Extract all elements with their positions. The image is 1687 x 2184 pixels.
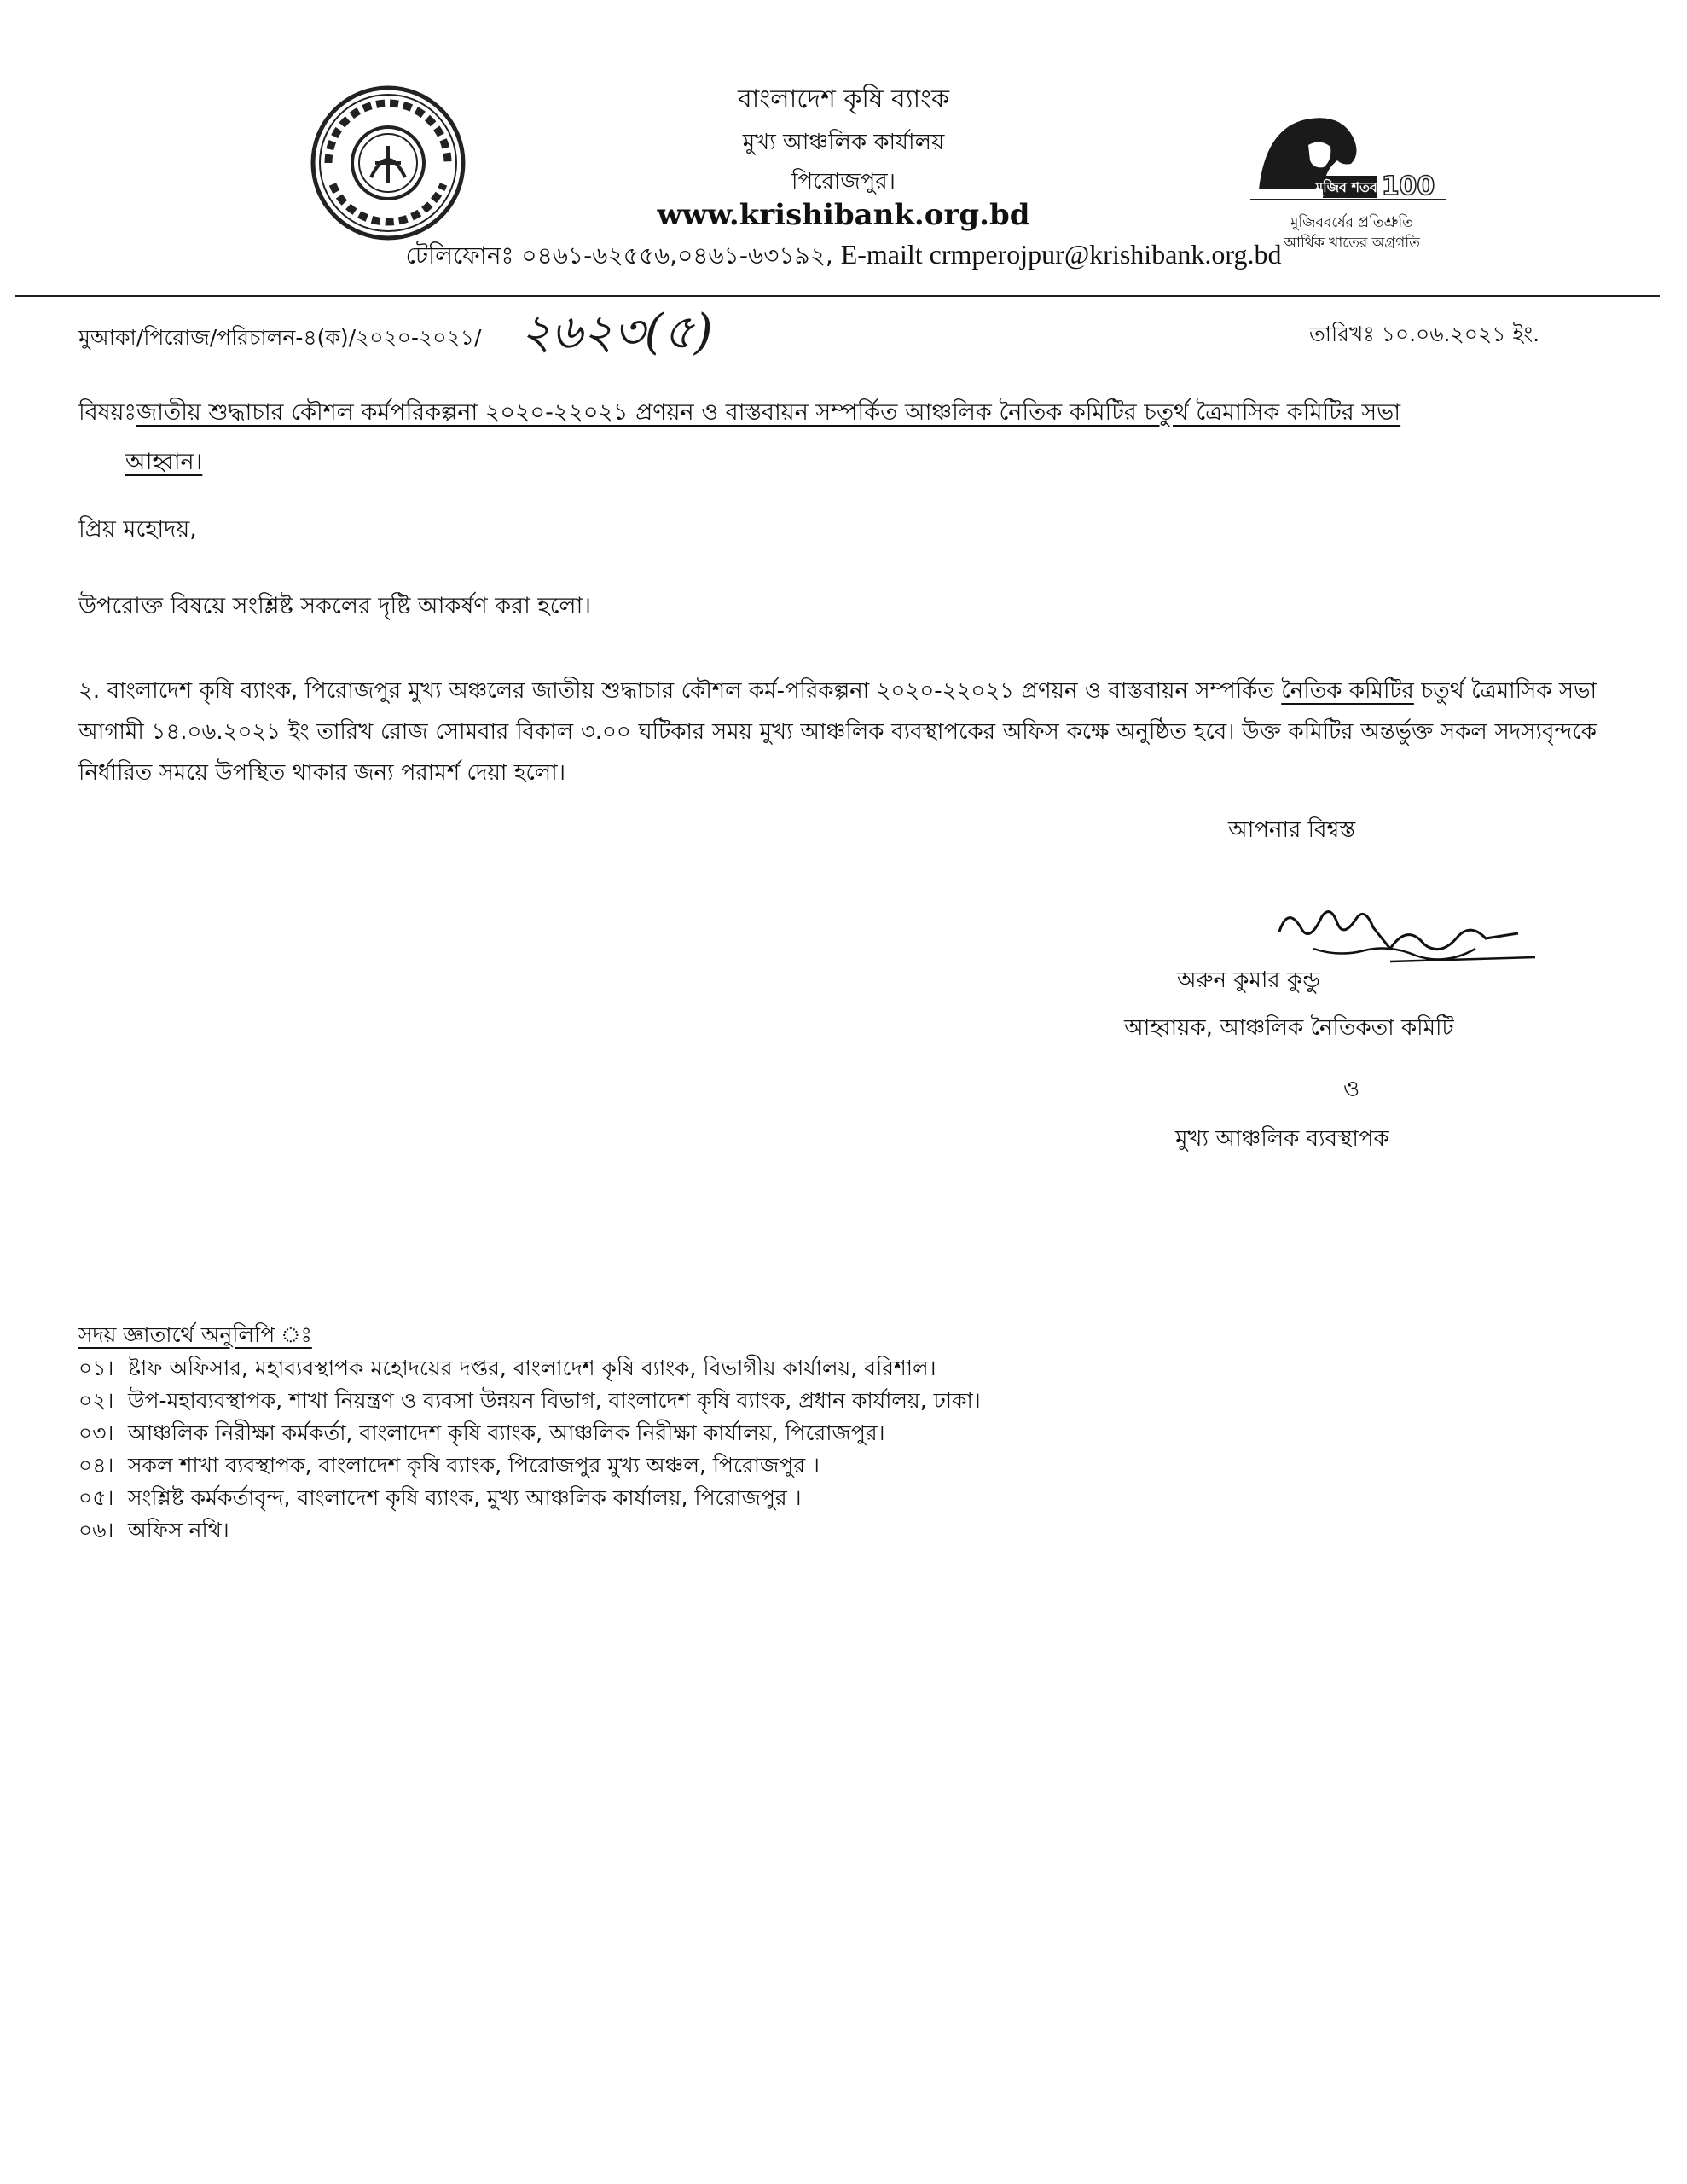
signer-name: অরুন কুমার কুন্ডু <box>1177 967 1320 993</box>
list-item: ০২। উপ-মহাব্যবস্থাপক, শাখা নিয়ন্ত্রণ ও ব্যবসা উন্নয়ন বিভাগ, বাংলাদেশ কৃষি ব্যাংক, প্রধান কার্যালয়, ঢাকা। <box>78 1388 981 1413</box>
paragraph-2-underlined: নৈতিক কমিটির <box>1281 678 1414 704</box>
subject-line-1: জাতীয় শুদ্ধাচার কৌশল কর্মপরিকল্পনা ২০২০-২২০২১ প্রণয়ন ও বাস্তবায়ন সম্পর্কিত আঞ্চলিক নৈতিক কমিটির চতুর্থ ত্রৈমাসিক কমিটির সভা <box>136 399 1401 426</box>
phone-text: টেলিফোনঃ ০৪৬১-৬২৫৫৬,০৪৬১-৬৩১৯২, <box>405 241 833 270</box>
mujib-caption-2: আর্থিক খাতের অগ্রগতি <box>1284 235 1420 252</box>
reference-number: মুআকা/পিরোজ/পরিচালন-৪(ক)/২০২০-২০২১/ <box>78 325 482 350</box>
list-item: ০৫। সংশ্লিষ্ট কর্মকর্তাবৃন্দ, বাংলাদেশ কৃষি ব্যাংক, মুখ্য আঞ্চলিক কার্যালয়, পিরোজপুর । <box>78 1485 802 1510</box>
subject-label: বিষয়ঃ <box>78 399 136 426</box>
cc-heading: সদয় জ্ঞাতার্থে অনুলিপি ঃ <box>78 1322 312 1347</box>
paragraph-1: উপরোক্ত বিষয়ে সংশ্লিষ্ট সকলের দৃষ্টি আকর্ষণ করা হলো। <box>78 593 592 619</box>
email-text[interactable]: E-mailt crmperojpur@krishibank.org.bd <box>840 239 1282 270</box>
subject-line-2: আহ্বান। <box>125 449 203 475</box>
salutation: প্রিয় মহোদয়, <box>78 516 197 543</box>
paragraph-2 <box>78 671 1597 793</box>
mujib-caption-1: মুজিববর্ষের প্রতিশ্রুতি <box>1290 214 1413 231</box>
list-item: ০৩। আঞ্চলিক নিরীক্ষা কর্মকর্তা, বাংলাদেশ কৃষি ব্যাংক, আঞ্চলিক নিরীক্ষা কার্যালয়, পিরোজপুর। <box>78 1420 885 1445</box>
list-item: ০৪। সকল শাখা ব্যবস্থাপক, বাংলাদেশ কৃষি ব্যাংক, পিরোজপুর মুখ্য অঞ্চল, পিরোজপুর । <box>78 1453 820 1478</box>
header-divider <box>15 295 1660 297</box>
office-name: মুখ্য আঞ্চলিক কার্যালয় <box>742 130 945 155</box>
letter-date: তারিখঃ ১০.০৬.২০২১ ইং. <box>1309 322 1540 346</box>
office-city: পিরোজপুর। <box>791 169 896 195</box>
handwritten-memo-number <box>520 295 759 363</box>
mujib-number-text: 100 <box>1381 171 1435 201</box>
paragraph-2-part-a: ২. বাংলাদেশ কৃষি ব্যাংক, পিরোজপুর মুখ্য অঞ্চলের জাতীয় শুদ্ধাচার কৌশল কর্ম-পরিকল্পনা ২০২০-২২০২১ প্রণয়ন ও বাস্তবায়ন সম্পর্কিত <box>78 678 1274 704</box>
mujib-brand-text: মুজিব শতবর্ষ <box>1315 179 1385 195</box>
signer-conjunction: ও <box>1343 1077 1360 1102</box>
mujib-100-logo-icon <box>1242 94 1455 218</box>
paragraph-2-part-b: চতুর্থ ত্রৈমাসিক সভা আগামী ১৪.০৬.২০২১ ইং তারিখ রোজ সোমবার বিকাল ৩.০০ ঘটিকার সময় মুখ্য আঞ্চলিক ব্যবস্থাপকের অফিস কক্ষে অনুষ্ঠিত হবে। উক্ত কমিটির অন্তর্ভুক্ত সকল সদস্যবৃন্দকে নির্ধারিত সময়ে উপস্থিত থাকার জন্য পরামর্শ দেয়া হলো। <box>78 678 1597 786</box>
signer-title-1: আহ্বায়ক, আঞ্চলিক নৈতিকতা কমিটি <box>1124 1015 1454 1041</box>
list-item: ০১। ষ্টাফ অফিসার, মহাব্যবস্থাপক মহোদয়ের দপ্তর, বাংলাদেশ কৃষি ব্যাংক, বিভাগীয় কার্যালয়, বরিশাল। <box>78 1356 936 1380</box>
org-name: বাংলাদেশ কৃষি ব্যাংক <box>737 84 950 114</box>
website-link[interactable]: www.krishibank.org.bd <box>657 198 1030 232</box>
list-item: ০৬। অফিস নথি। <box>78 1518 229 1542</box>
subject-block <box>78 388 1580 487</box>
svg-text:২৬২৩(৫): ২৬২৩(৫) <box>520 305 713 360</box>
closing-text: আপনার বিশ্বস্ত <box>1228 817 1356 843</box>
signer-title-2: মুখ্য আঞ্চলিক ব্যবস্থাপক <box>1175 1126 1389 1152</box>
cc-list <box>78 1352 981 1547</box>
